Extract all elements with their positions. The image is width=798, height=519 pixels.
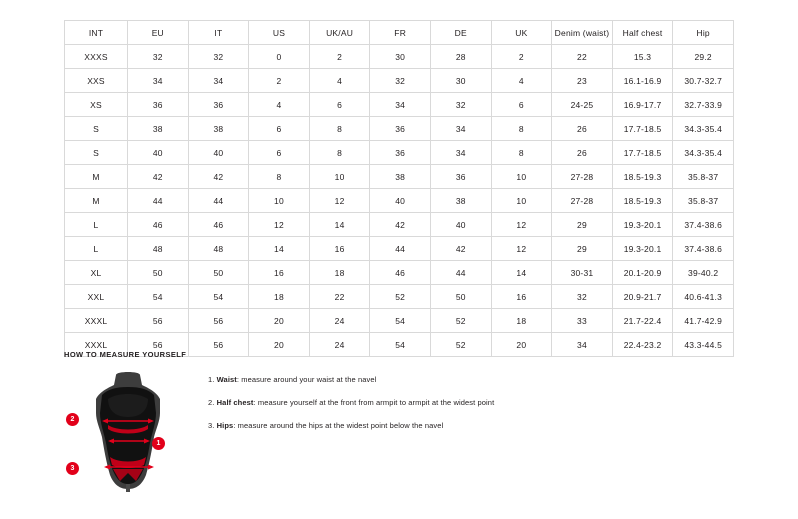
column-header-fr: FR bbox=[370, 21, 431, 45]
cell-it: 54 bbox=[188, 285, 249, 309]
cell-uk-au: 24 bbox=[309, 309, 370, 333]
cell-it: 40 bbox=[188, 141, 249, 165]
cell-int: M bbox=[65, 165, 128, 189]
cell-it: 36 bbox=[188, 93, 249, 117]
cell-fr: 54 bbox=[370, 333, 431, 357]
size-table-container bbox=[64, 20, 734, 357]
measure-badge-1: 1 bbox=[152, 437, 165, 450]
cell-de: 34 bbox=[430, 117, 491, 141]
cell-half-chest: 22.4-23.2 bbox=[612, 333, 673, 357]
table-row bbox=[65, 117, 734, 141]
cell-uk: 8 bbox=[491, 141, 552, 165]
cell-us: 8 bbox=[249, 165, 310, 189]
cell-int: L bbox=[65, 237, 128, 261]
cell-denim-waist: 33 bbox=[552, 309, 613, 333]
cell-hip: 32.7-33.9 bbox=[673, 93, 734, 117]
cell-de: 44 bbox=[430, 261, 491, 285]
cell-fr: 36 bbox=[370, 117, 431, 141]
cell-int: XS bbox=[65, 93, 128, 117]
cell-denim-waist: 27-28 bbox=[552, 189, 613, 213]
measure-note-text: : measure yourself at the front from armpit to armpit at the widest point bbox=[253, 398, 495, 408]
column-header-it: IT bbox=[188, 21, 249, 45]
cell-denim-waist: 23 bbox=[552, 69, 613, 93]
cell-eu: 42 bbox=[128, 165, 189, 189]
cell-de: 28 bbox=[430, 45, 491, 69]
measure-note-text: : measure around your waist at the navel bbox=[236, 375, 377, 384]
cell-half-chest: 18.5-19.3 bbox=[612, 165, 673, 189]
cell-uk-au: 10 bbox=[309, 165, 370, 189]
cell-de: 52 bbox=[430, 333, 491, 357]
column-header-half-chest: Half chest bbox=[612, 21, 673, 45]
cell-eu: 46 bbox=[128, 213, 189, 237]
table-row bbox=[65, 285, 734, 309]
cell-denim-waist: 26 bbox=[552, 141, 613, 165]
cell-fr: 36 bbox=[370, 141, 431, 165]
cell-fr: 32 bbox=[370, 69, 431, 93]
cell-int: S bbox=[65, 117, 128, 141]
cell-int: S bbox=[65, 141, 128, 165]
cell-eu: 56 bbox=[128, 333, 189, 357]
cell-de: 38 bbox=[430, 189, 491, 213]
cell-eu: 40 bbox=[128, 141, 189, 165]
cell-uk: 12 bbox=[491, 237, 552, 261]
cell-uk-au: 2 bbox=[309, 45, 370, 69]
measure-badge-3: 3 bbox=[66, 462, 79, 475]
cell-de: 42 bbox=[430, 237, 491, 261]
cell-half-chest: 21.7-22.4 bbox=[612, 309, 673, 333]
measure-note-text: : measure around the hips at the widest point below the navel bbox=[233, 421, 444, 431]
table-row bbox=[65, 189, 734, 213]
column-header-eu: EU bbox=[128, 21, 189, 45]
cell-it: 50 bbox=[188, 261, 249, 285]
measure-note-waist bbox=[208, 375, 494, 385]
cell-it: 42 bbox=[188, 165, 249, 189]
cell-eu: 34 bbox=[128, 69, 189, 93]
table-row bbox=[65, 69, 734, 93]
cell-fr: 46 bbox=[370, 261, 431, 285]
cell-uk: 20 bbox=[491, 333, 552, 357]
cell-us: 14 bbox=[249, 237, 310, 261]
cell-us: 20 bbox=[249, 333, 310, 357]
cell-it: 44 bbox=[188, 189, 249, 213]
measure-badge-2: 2 bbox=[66, 413, 79, 426]
measure-note-index: 3. bbox=[208, 421, 215, 431]
column-header-hip: Hip bbox=[673, 21, 734, 45]
cell-us: 6 bbox=[249, 117, 310, 141]
cell-eu: 32 bbox=[128, 45, 189, 69]
cell-denim-waist: 29 bbox=[552, 213, 613, 237]
cell-int: XXXL bbox=[65, 309, 128, 333]
cell-de: 32 bbox=[430, 93, 491, 117]
cell-denim-waist: 32 bbox=[552, 285, 613, 309]
cell-hip: 39-40.2 bbox=[673, 261, 734, 285]
cell-int: M bbox=[65, 189, 128, 213]
cell-denim-waist: 30-31 bbox=[552, 261, 613, 285]
cell-us: 12 bbox=[249, 213, 310, 237]
cell-uk-au: 4 bbox=[309, 69, 370, 93]
cell-hip: 41.7-42.9 bbox=[673, 309, 734, 333]
cell-de: 40 bbox=[430, 213, 491, 237]
cell-fr: 34 bbox=[370, 93, 431, 117]
cell-uk-au: 8 bbox=[309, 117, 370, 141]
cell-half-chest: 19.3-20.1 bbox=[612, 213, 673, 237]
cell-int: XXS bbox=[65, 69, 128, 93]
table-row bbox=[65, 93, 734, 117]
cell-fr: 40 bbox=[370, 189, 431, 213]
cell-uk: 4 bbox=[491, 69, 552, 93]
cell-it: 48 bbox=[188, 237, 249, 261]
cell-eu: 56 bbox=[128, 309, 189, 333]
cell-hip: 29.2 bbox=[673, 45, 734, 69]
cell-us: 2 bbox=[249, 69, 310, 93]
cell-us: 10 bbox=[249, 189, 310, 213]
cell-hip: 37.4-38.6 bbox=[673, 213, 734, 237]
table-row bbox=[65, 261, 734, 285]
table-row bbox=[65, 45, 734, 69]
cell-uk: 8 bbox=[491, 117, 552, 141]
cell-denim-waist: 27-28 bbox=[552, 165, 613, 189]
cell-int: XXL bbox=[65, 285, 128, 309]
cell-us: 0 bbox=[249, 45, 310, 69]
cell-half-chest: 18.5-19.3 bbox=[612, 189, 673, 213]
cell-half-chest: 16.1-16.9 bbox=[612, 69, 673, 93]
cell-hip: 34.3-35.4 bbox=[673, 141, 734, 165]
cell-int: XL bbox=[65, 261, 128, 285]
cell-uk-au: 8 bbox=[309, 141, 370, 165]
cell-half-chest: 17.7-18.5 bbox=[612, 141, 673, 165]
cell-half-chest: 19.3-20.1 bbox=[612, 237, 673, 261]
cell-fr: 52 bbox=[370, 285, 431, 309]
cell-fr: 44 bbox=[370, 237, 431, 261]
mannequin-illustration bbox=[64, 369, 194, 494]
cell-int: XXXS bbox=[65, 45, 128, 69]
cell-denim-waist: 26 bbox=[552, 117, 613, 141]
cell-uk: 10 bbox=[491, 165, 552, 189]
cell-de: 36 bbox=[430, 165, 491, 189]
how-to-measure-section bbox=[64, 350, 734, 494]
cell-uk: 16 bbox=[491, 285, 552, 309]
size-conversion-table bbox=[64, 20, 734, 357]
cell-eu: 38 bbox=[128, 117, 189, 141]
cell-uk-au: 6 bbox=[309, 93, 370, 117]
measure-notes bbox=[208, 369, 494, 444]
cell-uk-au: 16 bbox=[309, 237, 370, 261]
column-header-de: DE bbox=[430, 21, 491, 45]
cell-half-chest: 20.9-21.7 bbox=[612, 285, 673, 309]
measure-note-term: Waist bbox=[216, 375, 237, 384]
cell-us: 16 bbox=[249, 261, 310, 285]
cell-denim-waist: 29 bbox=[552, 237, 613, 261]
column-header-uk-au: UK/AU bbox=[309, 21, 370, 45]
table-row bbox=[65, 309, 734, 333]
cell-denim-waist: 24-25 bbox=[552, 93, 613, 117]
cell-it: 38 bbox=[188, 117, 249, 141]
cell-hip: 37.4-38.6 bbox=[673, 237, 734, 261]
cell-half-chest: 20.1-20.9 bbox=[612, 261, 673, 285]
table-row bbox=[65, 213, 734, 237]
cell-half-chest: 15.3 bbox=[612, 45, 673, 69]
cell-it: 34 bbox=[188, 69, 249, 93]
cell-us: 6 bbox=[249, 141, 310, 165]
cell-uk-au: 18 bbox=[309, 261, 370, 285]
table-row bbox=[65, 141, 734, 165]
cell-hip: 30.7-32.7 bbox=[673, 69, 734, 93]
cell-it: 46 bbox=[188, 213, 249, 237]
mannequin-figure bbox=[64, 369, 194, 494]
cell-fr: 42 bbox=[370, 213, 431, 237]
cell-it: 56 bbox=[188, 333, 249, 357]
cell-hip: 35.8-37 bbox=[673, 189, 734, 213]
cell-eu: 48 bbox=[128, 237, 189, 261]
cell-uk-au: 14 bbox=[309, 213, 370, 237]
measure-note-index: 2. bbox=[208, 398, 215, 408]
cell-hip: 34.3-35.4 bbox=[673, 117, 734, 141]
cell-int: L bbox=[65, 213, 128, 237]
cell-de: 34 bbox=[430, 141, 491, 165]
cell-denim-waist: 22 bbox=[552, 45, 613, 69]
table-header-row bbox=[65, 21, 734, 45]
cell-eu: 44 bbox=[128, 189, 189, 213]
cell-fr: 54 bbox=[370, 309, 431, 333]
column-header-uk: UK bbox=[491, 21, 552, 45]
cell-uk-au: 12 bbox=[309, 189, 370, 213]
cell-uk-au: 24 bbox=[309, 333, 370, 357]
cell-hip: 40.6-41.3 bbox=[673, 285, 734, 309]
cell-de: 52 bbox=[430, 309, 491, 333]
cell-int: XXXL bbox=[65, 333, 128, 357]
cell-it: 56 bbox=[188, 309, 249, 333]
measure-note-half-chest bbox=[208, 398, 494, 408]
cell-uk-au: 22 bbox=[309, 285, 370, 309]
cell-us: 4 bbox=[249, 93, 310, 117]
cell-it: 32 bbox=[188, 45, 249, 69]
measure-note-index: 1. bbox=[208, 375, 215, 384]
cell-uk: 18 bbox=[491, 309, 552, 333]
cell-half-chest: 17.7-18.5 bbox=[612, 117, 673, 141]
cell-uk: 14 bbox=[491, 261, 552, 285]
column-header-us: US bbox=[249, 21, 310, 45]
measure-note-term: Hips bbox=[216, 421, 234, 431]
column-header-denim-waist: Denim (waist) bbox=[552, 21, 613, 45]
cell-uk: 10 bbox=[491, 189, 552, 213]
cell-uk: 2 bbox=[491, 45, 552, 69]
how-to-measure-title: HOW TO MEASURE YOURSELF bbox=[64, 350, 187, 359]
cell-de: 50 bbox=[430, 285, 491, 309]
cell-fr: 30 bbox=[370, 45, 431, 69]
cell-denim-waist: 34 bbox=[552, 333, 613, 357]
how-to-measure-body bbox=[64, 369, 734, 494]
cell-hip: 35.8-37 bbox=[673, 165, 734, 189]
cell-eu: 36 bbox=[128, 93, 189, 117]
cell-fr: 38 bbox=[370, 165, 431, 189]
cell-uk: 6 bbox=[491, 93, 552, 117]
column-header-int: INT bbox=[65, 21, 128, 45]
cell-us: 20 bbox=[249, 309, 310, 333]
cell-half-chest: 16.9-17.7 bbox=[612, 93, 673, 117]
cell-hip: 43.3-44.5 bbox=[673, 333, 734, 357]
table-row bbox=[65, 165, 734, 189]
cell-de: 30 bbox=[430, 69, 491, 93]
measure-note-hips bbox=[208, 421, 494, 431]
cell-eu: 54 bbox=[128, 285, 189, 309]
cell-eu: 50 bbox=[128, 261, 189, 285]
table-row bbox=[65, 237, 734, 261]
cell-uk: 12 bbox=[491, 213, 552, 237]
cell-us: 18 bbox=[249, 285, 310, 309]
measure-note-term: Half chest bbox=[216, 398, 254, 408]
